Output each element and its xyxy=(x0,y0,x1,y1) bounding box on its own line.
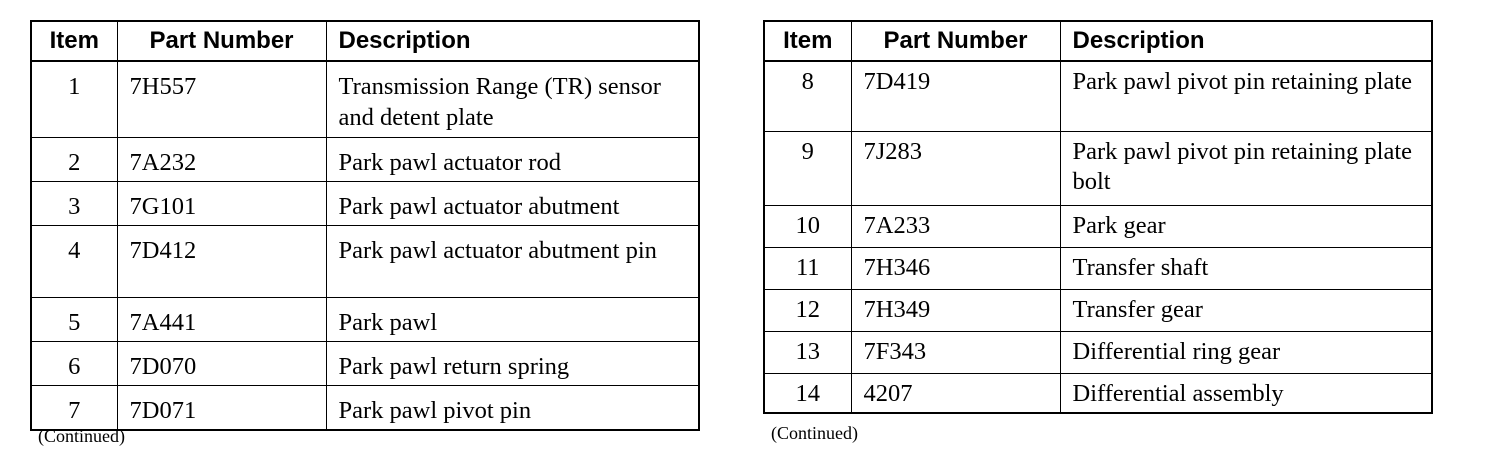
item-number: 10 xyxy=(764,205,851,247)
description: Park pawl pivot pin retaining plate bolt xyxy=(1060,131,1432,205)
description: Park pawl xyxy=(326,297,699,341)
item-number: 14 xyxy=(764,373,851,413)
part-number: 7A232 xyxy=(117,137,326,181)
table-row xyxy=(31,385,699,430)
part-number: 7H349 xyxy=(851,289,1060,331)
description: Park pawl actuator rod xyxy=(326,137,699,181)
table-row xyxy=(31,341,699,385)
description: Park pawl actuator abutment xyxy=(326,181,699,225)
continued-note-left: (Continued) xyxy=(38,426,125,446)
description: Park pawl pivot pin xyxy=(326,385,699,430)
header-item: Item xyxy=(31,21,117,61)
header-part-number: Part Number xyxy=(117,21,326,61)
description: Transfer shaft xyxy=(1060,247,1432,289)
item-number: 4 xyxy=(31,225,117,297)
table-row xyxy=(31,181,699,225)
item-number: 1 xyxy=(31,61,117,137)
description: Park pawl return spring xyxy=(326,341,699,385)
item-number: 3 xyxy=(31,181,117,225)
item-number: 13 xyxy=(764,331,851,373)
item-number: 11 xyxy=(764,247,851,289)
header-row xyxy=(31,21,699,61)
description: Differential ring gear xyxy=(1060,331,1432,373)
part-number: 7A441 xyxy=(117,297,326,341)
item-number: 5 xyxy=(31,297,117,341)
description: Park gear xyxy=(1060,205,1432,247)
description: Park pawl pivot pin retaining plate xyxy=(1060,61,1432,131)
table-row xyxy=(764,289,1432,331)
item-number: 12 xyxy=(764,289,851,331)
part-number: 7J283 xyxy=(851,131,1060,205)
table-row xyxy=(764,247,1432,289)
description: Transmission Range (TR) sensor and detent plate xyxy=(326,61,699,137)
table-row xyxy=(31,225,699,297)
table-row xyxy=(31,297,699,341)
continued-note-right: (Continued) xyxy=(771,423,858,443)
part-number: 7D419 xyxy=(851,61,1060,131)
header-description: Description xyxy=(326,21,699,61)
table-row xyxy=(764,205,1432,247)
parts-table-left xyxy=(30,20,700,431)
description: Park pawl actuator abutment pin xyxy=(326,225,699,297)
part-number: 7F343 xyxy=(851,331,1060,373)
item-number: 2 xyxy=(31,137,117,181)
item-number: 6 xyxy=(31,341,117,385)
part-number: 7D071 xyxy=(117,385,326,430)
part-number: 7A233 xyxy=(851,205,1060,247)
part-number: 7G101 xyxy=(117,181,326,225)
table-row xyxy=(31,61,699,137)
item-number: 8 xyxy=(764,61,851,131)
table-row xyxy=(764,61,1432,131)
header-part-number: Part Number xyxy=(851,21,1060,61)
header-row xyxy=(764,21,1432,61)
item-number: 9 xyxy=(764,131,851,205)
part-number: 4207 xyxy=(851,373,1060,413)
parts-table-right xyxy=(763,20,1433,414)
part-number: 7D412 xyxy=(117,225,326,297)
table-row xyxy=(31,137,699,181)
part-number: 7D070 xyxy=(117,341,326,385)
table-row xyxy=(764,331,1432,373)
description: Transfer gear xyxy=(1060,289,1432,331)
description: Differential assembly xyxy=(1060,373,1432,413)
header-item: Item xyxy=(764,21,851,61)
table-row xyxy=(764,131,1432,205)
part-number: 7H557 xyxy=(117,61,326,137)
table-row xyxy=(764,373,1432,413)
item-number: 7 xyxy=(31,385,117,430)
header-description: Description xyxy=(1060,21,1432,61)
part-number: 7H346 xyxy=(851,247,1060,289)
